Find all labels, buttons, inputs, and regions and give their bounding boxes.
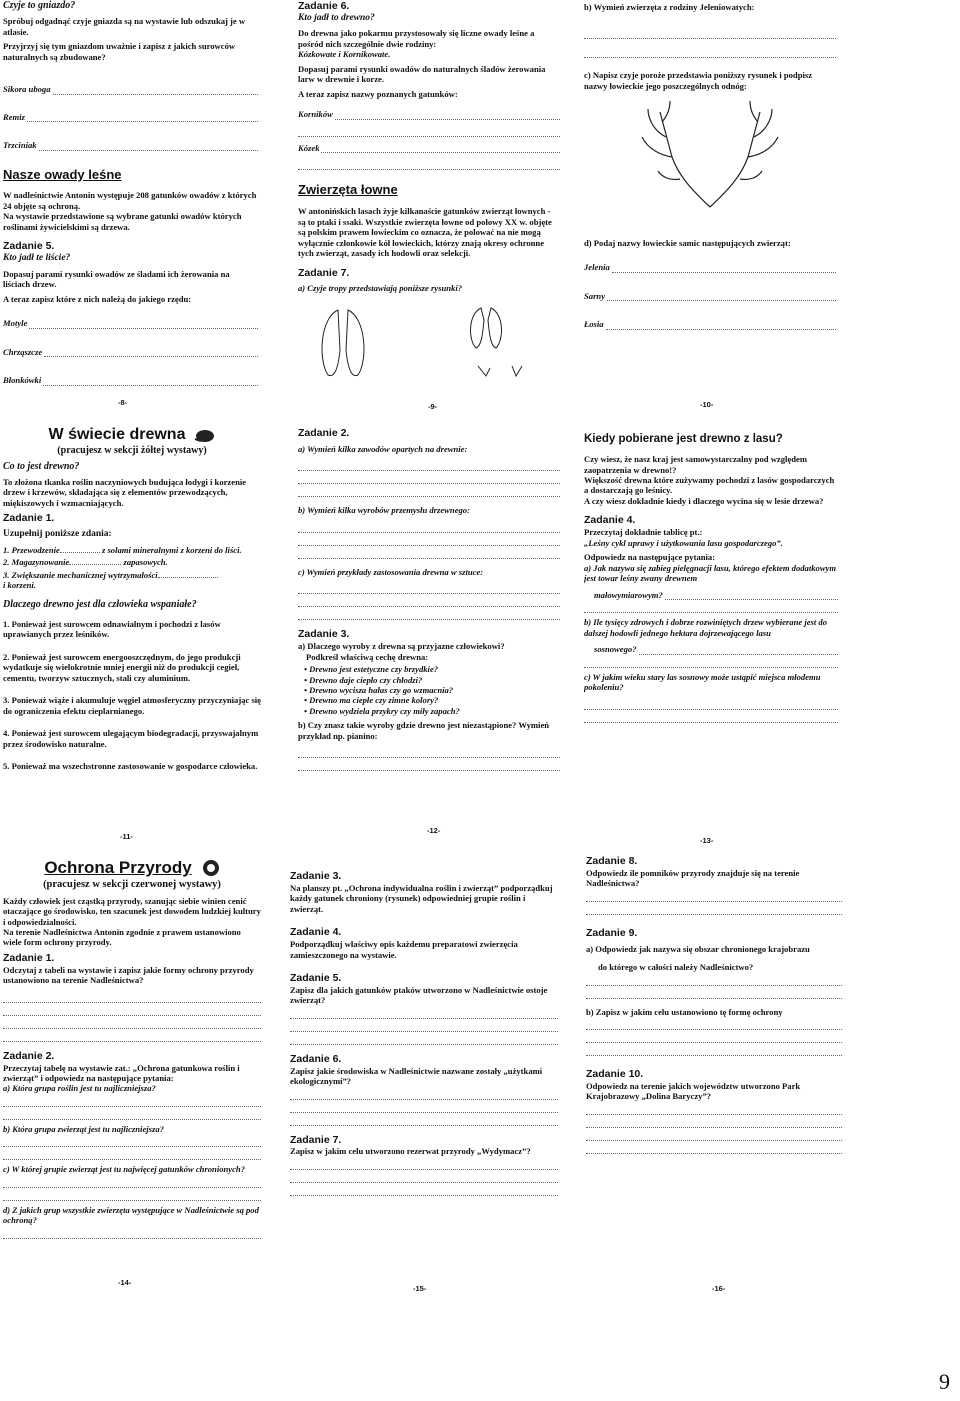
task-4c-text: Podporządkuj właściwy opis każdemu preparatowi zwierzęcia zamieszczonego na wystawie. xyxy=(290,939,518,960)
track-2-right-icon xyxy=(488,308,501,348)
answer-line[interactable] xyxy=(586,889,842,902)
wood-subheading: (pracujesz w sekcji żółtej wystawy) xyxy=(57,444,207,456)
female-red-deer[interactable]: Jelenia xyxy=(584,262,836,272)
protection-text-1: Każdy człowiek jest cząstką przyrody, szanując siebie winien cenić otaczające go środowisko, ten szacunek jest dowodem ludzkiej kultury i odpowiedzialności. xyxy=(3,895,261,927)
task-9-b: b) Zapisz w jakim celu ustanowiono tę formę ochrony xyxy=(586,1006,783,1017)
nest-title: Czyje to gniazdo? xyxy=(3,0,76,11)
sheet-number: 9 xyxy=(939,1369,950,1394)
task-3c-title: Zadanie 3. xyxy=(290,870,342,882)
antler-question: c) Napisz czyje poroże przedstawia poniższy rysunek i podpisz nazwy łowieckie jego poszczególnych odnóg: xyxy=(584,70,813,91)
answer-line[interactable] xyxy=(584,45,836,58)
task-6-families: Kózkowate i Kornikowate. xyxy=(298,49,391,60)
answer-line[interactable] xyxy=(298,458,560,471)
answer-line[interactable] xyxy=(584,600,838,613)
answer-line[interactable] xyxy=(298,745,560,758)
game-animals-heading: Zwierzęta łowne xyxy=(298,182,398,198)
deer-family-question: b) Wymień zwierzęta z rodziny Jeleniowatych: xyxy=(584,2,755,12)
answer-line[interactable] xyxy=(586,1141,842,1154)
task-6c-text: Zapisz jakie środowiska w Nadleśnictwie nazwane zostały „użytkami ekologicznymi”? xyxy=(290,1065,543,1087)
task-2-b: b) Wymień kilka wyrobów przemysłu drzewnego: xyxy=(298,505,470,516)
feature-5[interactable]: • Drewno wydziela przykry czy miły zapach? xyxy=(304,706,560,716)
nest-line1: Spróbuj odgadnąć czyje gniazda są na wystawie lub odszukaj je w atlasie. xyxy=(3,16,246,37)
insects-heading: Nasze owady leśne xyxy=(3,166,122,182)
page-number-10: -10- xyxy=(700,400,714,409)
task-2-a: a) Wymień kilka zawodów opartych na drewnie: xyxy=(298,443,468,454)
harvest-text-2: Większość drewna które zużywamy pochodzi z lasów gospodarczych a dostarczają go leśnicy. xyxy=(584,474,835,496)
answer-line[interactable] xyxy=(586,1030,842,1043)
feature-3[interactable]: • Drewno wycisza hałas czy go wzmacnia? xyxy=(304,685,560,695)
task-2b-b: b) Która grupa zwierząt jest tu najliczniejsza? xyxy=(3,1123,164,1134)
wood-heading: W świecie drewna xyxy=(48,426,186,443)
page-number-16: -16- xyxy=(712,1284,726,1293)
nest-item-2[interactable]: Remiz xyxy=(3,112,258,122)
protection-text-2: Na terenie Nadleśnictwa Antonin zgodnie z prawem ustanowiono wiele form ochrony przyrody. xyxy=(3,926,241,948)
answer-line[interactable] xyxy=(290,1183,558,1196)
answer-line[interactable] xyxy=(586,973,842,986)
task-4-c: c) W jakim wieku stary las sosnowy może ustąpić miejsca młodemu pokoleniu? xyxy=(584,671,821,693)
nest-item-1[interactable]: Sikora uboga xyxy=(3,84,258,94)
answer-longhorn[interactable]: Kózek xyxy=(298,143,560,153)
hoof-tracks-illustration xyxy=(298,300,560,390)
task-2b-instruction: Przeczytaj tabelę na wystawie zat.: „Ochrona gatunkowa roślin i zwierząt” i odpowiedz na następujące pytania: xyxy=(3,1062,240,1083)
task-5-question: Kto jadł te liście? xyxy=(3,253,71,264)
task-1b-title: Zadanie 1. xyxy=(3,951,55,964)
answer-line[interactable] xyxy=(298,594,560,607)
order-beetles[interactable]: Chrząszcze xyxy=(3,347,258,357)
answer-line[interactable] xyxy=(584,710,838,723)
task-6-title: Zadanie 6. xyxy=(298,0,350,12)
sentence-1: 1. Przewodzenie z solami mineralnymi z korzeni do liści. xyxy=(3,544,242,555)
insects-intro: W nadleśnictwie Antonin występuje 208 gatunków owadów z których 24 objęte są ochroną. xyxy=(3,190,257,211)
track-1-left-icon xyxy=(322,310,340,376)
panel-page-12 xyxy=(298,427,560,817)
answer-line[interactable] xyxy=(586,1115,842,1128)
answer-line[interactable] xyxy=(298,546,560,559)
task-4-a: a) Jak nazywa się zabieg pielęgnacji lasu, którego efektem dodatkowym jest towar leśny zwany drewnem xyxy=(584,562,837,584)
reason-2: 2. Ponieważ jest surowcem energooszczędnym, do jego produkcji wydatkuje się wielokrotnie mniej energii niż do produkcji cegieł, cementu, tworzyw sztucznych, stali czy aluminium. xyxy=(3,651,241,683)
answer-line[interactable] xyxy=(586,986,842,999)
panel-page-8 xyxy=(3,0,258,405)
sentence-3: 3. Zwiększanie mechanicznej wytrzymałości i korzeni. xyxy=(3,570,261,591)
answer-line[interactable] xyxy=(584,26,836,39)
feature-4[interactable]: • Drewno ma ciepłe czy zimne kolory? xyxy=(304,695,560,705)
answer-line[interactable] xyxy=(586,1102,842,1115)
page-number-8: -8- xyxy=(118,398,128,407)
task-3-a-instruction: Podkreśl właściwą cechę drewna: xyxy=(306,651,429,662)
task-4-b-answer[interactable]: sosnowego? xyxy=(584,644,838,654)
beaver-icon xyxy=(193,427,215,443)
task-2b-d: d) Z jakich grup wszystkie zwierzęta występujące w Nadleśnictwie są pod ochroną? xyxy=(3,1204,259,1226)
females-question: d) Podaj nazwy łowieckie samic następujących zwierząt: xyxy=(584,237,791,248)
reason-5: 5. Ponieważ ma wszechstronne zastosowanie w gospodarce człowieka. xyxy=(3,761,258,772)
answer-line[interactable] xyxy=(3,1094,261,1107)
answer-line[interactable] xyxy=(3,1016,261,1029)
task-6-question: Kto jadł to drewno? xyxy=(298,12,375,23)
answer-line[interactable] xyxy=(3,1175,261,1188)
panel-page-10 xyxy=(584,0,836,400)
task-6c-title: Zadanie 6. xyxy=(290,1052,342,1065)
task-7-question: a) Czyje tropy przedstawiają poniższe rysunki? xyxy=(298,283,463,294)
feature-2[interactable]: • Drewno daje ciepło czy chłodzi? xyxy=(304,675,560,685)
answer-line[interactable] xyxy=(298,607,560,620)
task-5-title: Zadanie 5. xyxy=(3,240,55,253)
nature-protection-subheading: (pracujesz w sekcji czerwonej wystawy) xyxy=(43,878,221,890)
track-2-dewclaw-icon xyxy=(478,366,490,376)
reason-1: 1. Ponieważ jest surowcem odnawialnym i pochodzi z lasów uprawianych przez leśników. xyxy=(3,618,221,640)
task-2b-title: Zadanie 2. xyxy=(3,1049,55,1062)
wood-features-list xyxy=(304,664,560,716)
task-3-b: b) Czy znasz takie wyroby gdzie drewno jest niezastąpione? Wymień przykład np. pianino: xyxy=(298,720,550,741)
harvest-text-1: Czy wiesz, że nasz kraj jest samowystarczalny pod względem zaopatrzenia w drewno!? xyxy=(584,454,807,475)
answer-line[interactable] xyxy=(290,1170,558,1183)
answer-line[interactable] xyxy=(298,581,560,594)
answer-line[interactable] xyxy=(290,1087,558,1100)
task-2-title: Zadanie 2. xyxy=(298,427,350,439)
task-1-instruction: Uzupełnij poniższe zdania: xyxy=(3,529,112,540)
answer-line[interactable] xyxy=(584,655,838,668)
wood-definition: To złożona tkanka roślin naczyniowych budująca łodygi i korzenie drzew i krzewów, składająca się z elementów przewodzących, miękiszowych i wzmacniających. xyxy=(3,476,247,508)
task-2-c: c) Wymień przykłady zastosowania drewna w sztuce: xyxy=(298,566,484,577)
feature-1[interactable]: • Drewno jest estetyczne czy brzydkie? xyxy=(304,664,560,674)
task-7-title: Zadanie 7. xyxy=(298,266,350,279)
answer-line[interactable] xyxy=(3,1134,261,1147)
panel-page-9 xyxy=(298,0,560,400)
task-4-board-title: „Leśny cykl uprawy i użytkowania lasu gospodarczego”. xyxy=(584,537,783,548)
harvest-heading: Kiedy pobierane jest drewno z lasu? xyxy=(584,433,783,445)
reason-3: 3. Ponieważ wiąże i akumuluje węgiel atmosferyczny przyczyniając się do ograniczenia efektu cieplarnianego. xyxy=(3,695,261,716)
answer-line[interactable] xyxy=(3,1029,261,1042)
answer-line[interactable] xyxy=(290,1019,558,1032)
task-6-text: Do drewna jako pokarmu przystosowały się liczne owady leśne a pośród nich szczególnie dwie rodziny: xyxy=(298,28,535,49)
task-4-b: b) Ile tysięcy zdrowych i dobrze rozwiniętych drzew wybierane jest do dalszej hodowli jednego hektara dojrzewającego lasu xyxy=(584,617,827,638)
answer-line[interactable] xyxy=(298,124,560,137)
answer-line[interactable] xyxy=(298,520,560,533)
task-9-title: Zadanie 9. xyxy=(586,926,638,939)
track-1-right-icon xyxy=(346,310,364,376)
task-3-a: a) Dlaczego wyroby z drewna są przyjazne człowiekowi? xyxy=(298,641,505,652)
task-5c-text: Zapisz dla jakich gatunków ptaków utworzono w Nadleśnictwie ostoje zwierząt? xyxy=(290,984,548,1006)
answer-line[interactable] xyxy=(290,1006,558,1019)
task-7c-title: Zadanie 7. xyxy=(290,1133,342,1146)
task-2b-c: c) W której grupie zwierząt jest tu najwięcej gatunków chronionych? xyxy=(3,1164,246,1175)
wood-question: Co to jest drewno? xyxy=(3,460,80,472)
panel-page-14 xyxy=(3,858,261,1268)
panel-page-11 xyxy=(3,425,261,825)
panel-page-13 xyxy=(584,432,838,832)
answer-line[interactable] xyxy=(290,1113,558,1126)
page-number-9: -9- xyxy=(428,402,438,411)
answer-line[interactable] xyxy=(586,1017,842,1030)
answer-line[interactable] xyxy=(298,484,560,497)
page-number-15: -15- xyxy=(413,1284,427,1293)
answer-line[interactable] xyxy=(298,758,560,771)
task-2b-a: a) Która grupa roślin jest tu najliczniejsza? xyxy=(3,1083,156,1094)
antler-icon xyxy=(584,97,836,227)
answer-line[interactable] xyxy=(586,902,842,915)
task-4-read: Przeczytaj dokładnie tablicę pt.: xyxy=(584,527,703,538)
task-3-title: Zadanie 3. xyxy=(298,628,350,641)
answer-bark-beetles[interactable]: Korników xyxy=(298,109,560,119)
answer-line[interactable] xyxy=(298,533,560,546)
nest-line2: Przyjrzyj się tym gniazdom uważnie i zapisz z jakich surowców naturalnych są zbudowane? xyxy=(3,41,236,62)
answer-line[interactable] xyxy=(3,1147,261,1160)
harvest-text-3: A czy wiesz dokładnie kiedy i dlaczego wycina się w lesie drzewa? xyxy=(584,495,824,506)
nest-item-3[interactable]: Trzciniak xyxy=(3,140,258,150)
answer-line[interactable] xyxy=(3,1188,261,1201)
protection-emblem-icon xyxy=(202,859,220,877)
task-6-instruction: Dopasuj parami rysunki owadów do naturalnych śladów żerowania larw w drewnie i korze. xyxy=(298,63,546,85)
sentence-2: 2. Magazynowanie zapasowych. xyxy=(3,557,168,568)
answer-line[interactable] xyxy=(3,1107,261,1120)
task-3c-text: Na planszy pt. „Ochrona indywidualna roślin i zwierząt” podporządkuj każdy gatunek chroniony (rysunek) odpowiedniej grupie roślin i zwierząt. xyxy=(290,882,553,914)
answer-line[interactable] xyxy=(3,1003,261,1016)
page-number-14: -14- xyxy=(118,1278,132,1287)
task-10-text: Odpowiedz na terenie jakich województw utworzono Park Krajobrazowy „Dolina Baryczy”? xyxy=(586,1080,801,1102)
answer-line[interactable] xyxy=(298,471,560,484)
task-4-answer-prompt: Odpowiedz na następujące pytania: xyxy=(584,552,716,563)
task-6-instruction2: A teraz zapisz nazwy poznanych gatunków: xyxy=(298,88,458,99)
answer-line[interactable] xyxy=(290,1032,558,1045)
page-number-12: -12- xyxy=(427,826,441,835)
female-roe-deer[interactable]: Sarny xyxy=(584,291,836,301)
page-number-13: -13- xyxy=(700,836,714,845)
task-8-title: Zadanie 8. xyxy=(586,855,638,867)
female-moose[interactable]: Łosia xyxy=(584,319,836,329)
task-7c-text: Zapisz w jakim celu utworzono rezerwat przyrody „Wydymacz”? xyxy=(290,1146,531,1157)
task-10-title: Zadanie 10. xyxy=(586,1068,644,1081)
panel-page-15 xyxy=(290,870,558,1275)
task-5-instruction: Dopasuj parami rysunki owadów ze śladami ich żerowania na liściach drzew. xyxy=(3,268,230,290)
insects-intro2: Na wystawie przedstawione są wybrane gatunki owadów których roślinami żywicielskimi są drzewa. xyxy=(3,211,242,232)
track-2-left-icon xyxy=(471,308,484,348)
answer-line[interactable] xyxy=(586,1128,842,1141)
task-4-title: Zadanie 4. xyxy=(584,514,636,527)
answer-line[interactable] xyxy=(290,1100,558,1113)
task-8-text: Odpowiedz ile pomników przyrody znajduje się na terenie Nadleśnictwa? xyxy=(586,867,800,889)
wood-why-question: Dlaczego drewno jest dla człowieka wspaniałe? xyxy=(3,598,197,610)
answer-line[interactable] xyxy=(3,1226,261,1239)
reason-4: 4. Ponieważ jest surowcem ulegającym biodegradacji, przyswajalnym przez środowisko naturalne. xyxy=(3,728,259,749)
panel-page-16 xyxy=(586,855,842,1265)
order-moths[interactable]: Motyle xyxy=(3,318,258,328)
task-5c-title: Zadanie 5. xyxy=(290,972,342,985)
task-4-a-answer[interactable]: małowymiarowym? xyxy=(584,590,838,600)
answer-line[interactable] xyxy=(3,990,261,1003)
track-2-dewclaw-icon-2 xyxy=(512,366,522,376)
nature-protection-heading: Ochrona Przyrody xyxy=(44,858,192,877)
task-1-title: Zadanie 1. xyxy=(3,512,55,525)
answer-line[interactable] xyxy=(586,1043,842,1056)
task-4c-title: Zadanie 4. xyxy=(290,926,342,939)
answer-line[interactable] xyxy=(290,1157,558,1170)
game-animals-text: W antonińskich lasach żyje kilkanaście gatunków zwierząt łownych - są to ptaki i ssaki. Wszystkie zwierzęta łowne od połowy XX w. objęte są polskim prawem łowieckim co oznacza, że polować na nie mogą wyłącznie członkowie kół łowieckich, którzy znają okresy ochronne tych zwierząt, zasady ich hodowli oraz selekcji. xyxy=(298,206,552,259)
task-1b-instruction: Odczytaj z tabeli na wystawie i zapisz jakie formy ochrony przyrody ustanowiono na terenie Nadleśnictwa? xyxy=(3,964,254,986)
answer-line[interactable] xyxy=(584,697,838,710)
task-9-a2: do którego w całości należy Nadleśnictwo? xyxy=(598,962,754,973)
task-5-instruction2: A teraz zapisz które z nich należą do jakiego rzędu: xyxy=(3,293,192,304)
order-hymenoptera[interactable]: Błonkówki xyxy=(3,375,258,385)
page-number-11: -11- xyxy=(120,832,133,841)
task-9-a: a) Odpowiedz jak nazywa się obszar chronionego krajobrazu xyxy=(586,943,810,954)
answer-line[interactable] xyxy=(298,157,560,170)
